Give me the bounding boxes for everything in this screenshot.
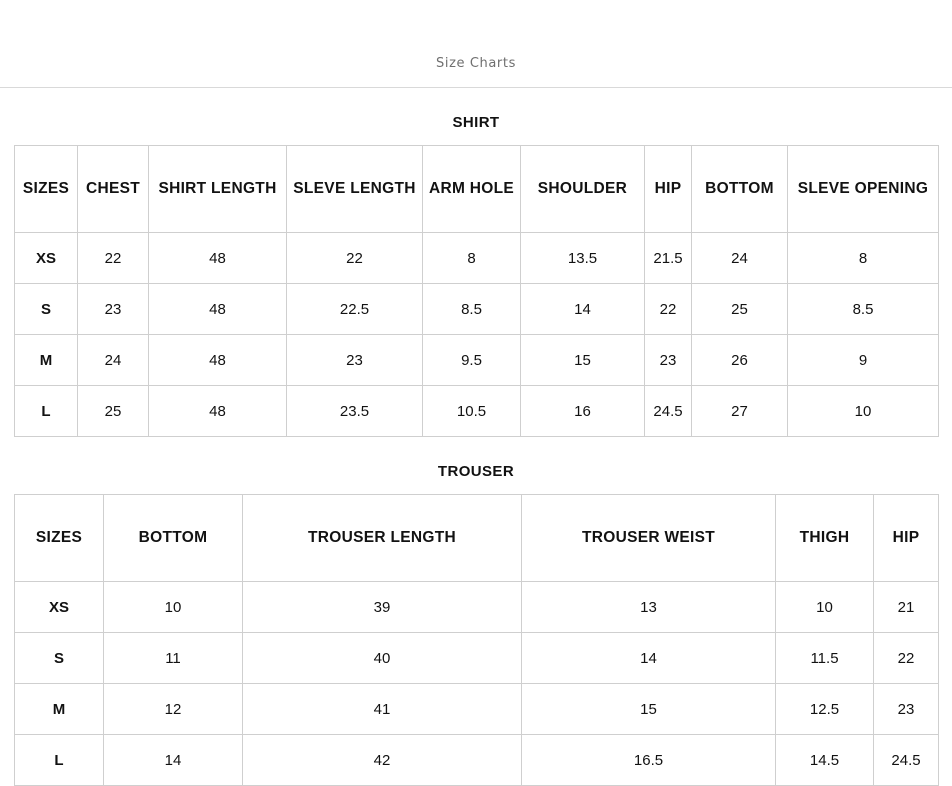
cell-size: L [15,386,78,437]
column-header-shirt-length: SHIRT LENGTH [149,146,287,233]
cell-hip: 21.5 [645,233,692,284]
column-header-chest: CHEST [78,146,149,233]
cell-thigh: 11.5 [776,633,874,684]
column-header-sizes: SIZES [15,146,78,233]
cell-sleve-opening: 9 [788,335,939,386]
cell-arm-hole: 9.5 [423,335,521,386]
cell-size: S [15,284,78,335]
cell-thigh: 14.5 [776,735,874,786]
column-header-trouser-length: TROUSER LENGTH [243,495,522,582]
cell-trouser-weist: 16.5 [522,735,776,786]
cell-bottom: 10 [104,582,243,633]
cell-sleve-opening: 10 [788,386,939,437]
cell-hip: 23 [874,684,939,735]
table-row [15,335,939,386]
cell-bottom: 27 [692,386,788,437]
cell-bottom: 12 [104,684,243,735]
column-header-sleve-length: SLEVE LENGTH [287,146,423,233]
cell-hip: 24.5 [874,735,939,786]
table-row [15,582,939,633]
shirt-section-title: SHIRT [452,114,500,131]
cell-shoulder: 13.5 [521,233,645,284]
cell-sleve-length: 23 [287,335,423,386]
cell-size: XS [15,582,104,633]
table-row [15,684,939,735]
cell-chest: 22 [78,233,149,284]
cell-shoulder: 14 [521,284,645,335]
cell-chest: 25 [78,386,149,437]
cell-trouser-length: 40 [243,633,522,684]
cell-shirt-length: 48 [149,335,287,386]
cell-trouser-weist: 13 [522,582,776,633]
table-row [15,735,939,786]
cell-sleve-opening: 8.5 [788,284,939,335]
cell-shirt-length: 48 [149,386,287,437]
cell-size: S [15,633,104,684]
cell-shoulder: 16 [521,386,645,437]
cell-arm-hole: 8.5 [423,284,521,335]
column-header-sleve-opening: SLEVE OPENING [788,146,939,233]
cell-bottom: 24 [692,233,788,284]
trouser-size-table [14,494,939,786]
cell-shirt-length: 48 [149,233,287,284]
table-row [15,233,939,284]
page-title: Size Charts [436,56,516,71]
table-header-row [15,146,939,233]
cell-hip: 22 [874,633,939,684]
cell-thigh: 10 [776,582,874,633]
cell-hip: 21 [874,582,939,633]
cell-arm-hole: 10.5 [423,386,521,437]
cell-trouser-length: 39 [243,582,522,633]
cell-chest: 24 [78,335,149,386]
cell-bottom: 25 [692,284,788,335]
cell-bottom: 26 [692,335,788,386]
cell-sleve-opening: 8 [788,233,939,284]
cell-size: L [15,735,104,786]
cell-hip: 24.5 [645,386,692,437]
cell-bottom: 11 [104,633,243,684]
cell-sleve-length: 22.5 [287,284,423,335]
column-header-bottom: BOTTOM [692,146,788,233]
table-row [15,386,939,437]
trouser-section-title: TROUSER [437,463,515,480]
shirt-size-table [14,145,939,437]
cell-arm-hole: 8 [423,233,521,284]
cell-thigh: 12.5 [776,684,874,735]
cell-size: XS [15,233,78,284]
cell-shirt-length: 48 [149,284,287,335]
cell-shoulder: 15 [521,335,645,386]
column-header-arm-hole: ARM HOLE [423,146,521,233]
table-row [15,633,939,684]
trouser-section [0,463,952,786]
column-header-shoulder: SHOULDER [521,146,645,233]
cell-chest: 23 [78,284,149,335]
cell-hip: 23 [645,335,692,386]
column-header-hip: HIP [874,495,939,582]
column-header-bottom: BOTTOM [104,495,243,582]
cell-trouser-weist: 14 [522,633,776,684]
shirt-section [0,114,952,437]
page-header [0,0,952,88]
column-header-hip: HIP [645,146,692,233]
cell-sleve-length: 22 [287,233,423,284]
table-row [15,284,939,335]
cell-trouser-weist: 15 [522,684,776,735]
column-header-sizes: SIZES [15,495,104,582]
column-header-thigh: THIGH [776,495,874,582]
cell-trouser-length: 41 [243,684,522,735]
cell-sleve-length: 23.5 [287,386,423,437]
table-header-row [15,495,939,582]
cell-bottom: 14 [104,735,243,786]
column-header-trouser-weist: TROUSER WEIST [522,495,776,582]
cell-size: M [15,684,104,735]
cell-size: M [15,335,78,386]
cell-hip: 22 [645,284,692,335]
cell-trouser-length: 42 [243,735,522,786]
